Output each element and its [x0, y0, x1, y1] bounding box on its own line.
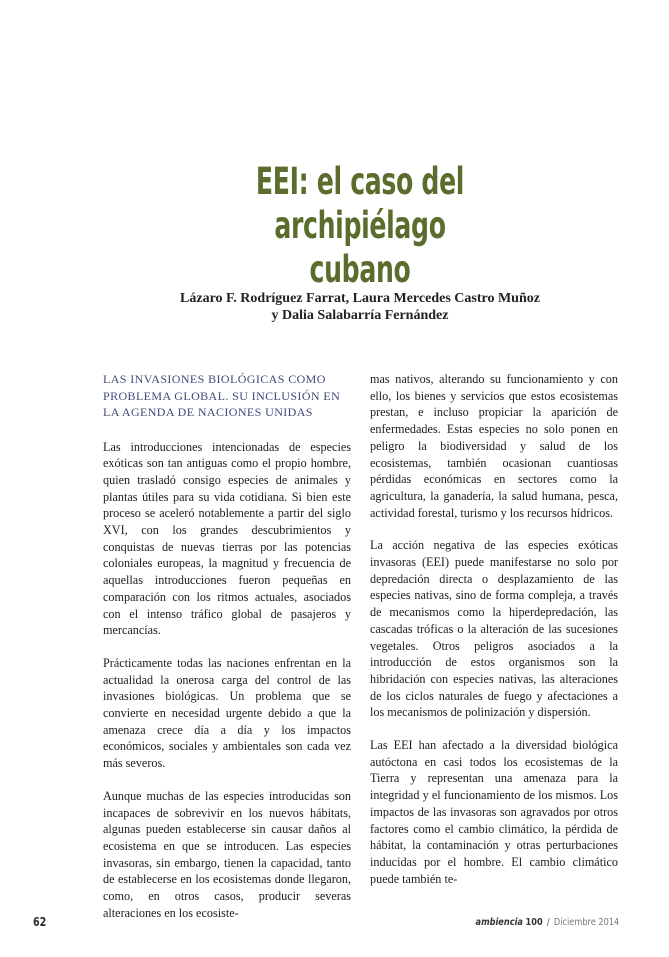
left-paragraph-3: Aunque muchas de las especies introducidas son incapaces de sobrevivir en los nuevos hábitats, algunas pueden establecerse sin causar daños al ecosistema en que se introducen. Las especies invasoras, sin embargo, tienen la capacidad, tanto de establecerse en los ecosistemas donde llegaron, como, en otros casos, producir severas alteraciones en los ecosiste-: [103, 788, 351, 920]
issue-date: Diciembre 2014: [553, 917, 619, 928]
right-paragraph-1: mas nativos, alterando su funcionamiento y con ello, los bienes y servicios que estos ecosistemas prestan, e incluso propiciar la aparición de enfermedades. Estas especies no solo ponen en peligro la biodiversidad y salud de los ecosistemas, también ocasionan cuantiosas pérdidas económicas en sectores como la agricultura, la ganadería, la salud humana, pesca, actividad forestal, turismo y los recursos hídricos.: [370, 372, 618, 520]
left-paragraph-2: Prácticamente todas las naciones enfrentan en la actualidad la onerosa carga del control de las invasiones biológicas. Un problema que se convierte en necesidad urgente debido a que la amenaza crece día a día y los impactos económicos, sociales y ambientales son cada vez más severos.: [103, 655, 351, 771]
authors-line-2: y Dalia Salabarría Fernández: [271, 308, 449, 323]
article-title: [217, 160, 503, 292]
article-authors: [150, 290, 570, 324]
article-title-line-1: EEI: el caso del archipiélago: [255, 160, 465, 247]
section-heading: LAS INVASIONES BIOLÓGICAS COMO PROBLEMA GLOBAL. SU INCLUSIÓN EN LA AGENDA DE NACIONES UNIDAS: [103, 372, 341, 419]
right-paragraph-3: Las EEI han afectado a la diversidad biológica autóctona en casi todos los ecosistemas de la Tierra y representan una amenaza para la integridad y el funcionamiento de los mismos. Los impactos de las invasoras son agravados por otros factores como el cambio climático, la pérdida de hábitat, la contaminación y otras perturbaciones inducidas por el hombre. El cambio climático puede también te-: [370, 738, 618, 886]
right-column: [370, 371, 618, 903]
footer-issue-info: [475, 917, 619, 928]
left-column: [103, 371, 351, 937]
authors-line-1: Lázaro F. Rodríguez Farrat, Laura Mercedes Castro Muñoz: [180, 291, 540, 306]
article-title-line-2: cubano: [309, 248, 411, 291]
magazine-name: ambiencia: [475, 917, 523, 928]
page-number: 62: [33, 915, 47, 929]
left-paragraph-1: Las introducciones intencionadas de especies exóticas son tan antiguas como el propio hombre, quien trasladó consigo especies de animales y plantas útiles para su vida cotidiana. Si bien este proceso se aceleró notablemente a partir del siglo XVI, con los grandes descubrimientos y conquistas de nuevas tierras por las potencias coloniales europeas, la magnitud y frecuencia de aquellas introducciones fueron pequeñas en comparación con los ritmos actuales, asociados con el intenso tráfico global de pasajeros y mercancías.: [103, 439, 351, 638]
footer-separator: /: [546, 917, 550, 928]
right-paragraph-2: La acción negativa de las especies exóticas invasoras (EEI) puede manifestarse no solo por depredación directa o desplazamiento de las especies nativas, sino de forma compleja, a través de mecanismos como la hiperdepredación, las cascadas tróficas o la alteración de las sucesiones vegetales. Otros peligros asociados a la introducción de estos organismos son la hibridación con especies nativas, las alteraciones de los ciclos naturales de fuego y afectaciones a los mecanismos de polinización y dispersión.: [370, 538, 618, 720]
issue-number: 100: [525, 917, 543, 928]
